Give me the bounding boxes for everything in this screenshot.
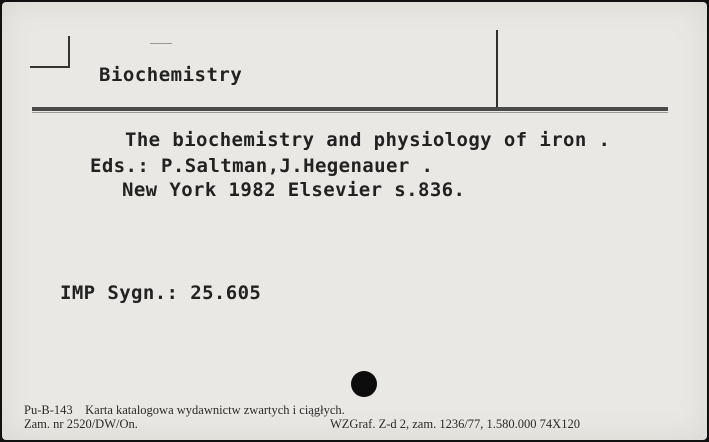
footer-form-line — [24, 403, 345, 418]
corner-mark-horizontal — [30, 66, 70, 68]
faint-mark — [150, 43, 172, 44]
editors-line: Eds.: P.Saltman,J.Hegenauer . — [90, 155, 434, 177]
corner-mark-vertical — [68, 36, 70, 68]
footer-order-line — [24, 417, 138, 432]
call-number: IMP Sygn.: 25.605 — [60, 282, 262, 304]
form-code: Pu-B-143 — [24, 403, 73, 417]
order-label: Zam. nr 2520/DW/On. — [24, 417, 138, 431]
imprint-line: New York 1982 Elsevier s.836. — [122, 179, 466, 201]
form-title: Karta katalogowa wydawnictw zwartych i ciągłych. — [85, 403, 345, 417]
printer-info: WZGraf. Z-d 2, zam. 1236/77, 1.580.000 74X120 — [330, 417, 580, 431]
subject-heading: Biochemistry — [99, 64, 243, 86]
catalog-card — [2, 2, 707, 440]
punch-hole — [351, 371, 377, 397]
header-rule — [32, 107, 668, 111]
title-line: The biochemistry and physiology of iron . — [125, 129, 611, 151]
header-divider — [496, 30, 498, 108]
